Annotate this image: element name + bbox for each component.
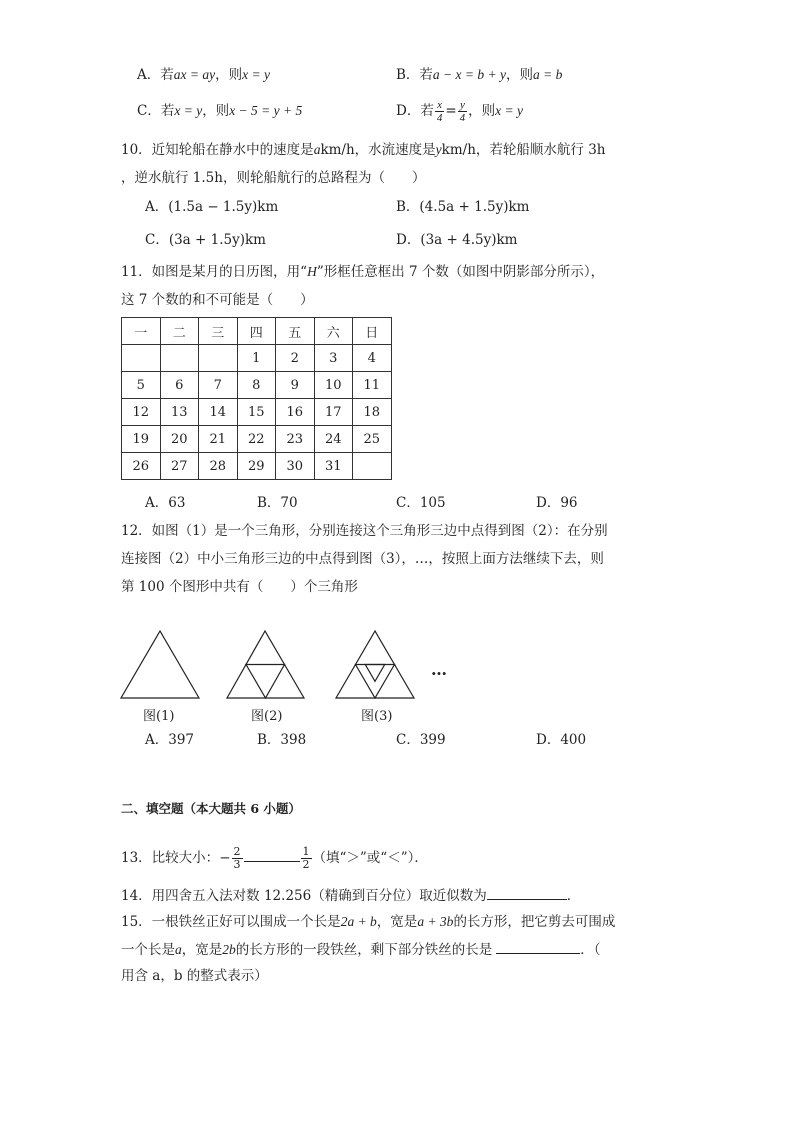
q15-answer-blank[interactable] [496,939,580,954]
calendar-cell: 26 [122,453,161,480]
weekday-header: 一 [122,318,161,345]
calendar-cell: 25 [353,426,392,453]
q12-option-b: B．398 [257,732,307,748]
q14-end: ． [566,888,581,904]
calendar-cell: 12 [122,399,161,426]
q12-option-c: C．399 [396,732,446,748]
q15-expr-a: a [175,942,182,957]
weekday-header: 日 [353,318,392,345]
q15-expr-length: 2a + b [340,914,377,929]
q10-option-d: D．(3a + 4.5y)km [396,232,518,248]
q14-answer-blank[interactable] [487,885,567,900]
q15-text-e: ，宽是 [181,942,223,958]
section-title: 二、填空题（本大题共 6 小题） [121,801,301,816]
q9-a-mid: ，则 [215,67,243,83]
calendar-cell: 16 [276,399,315,426]
q11-h-shape: H [307,264,317,279]
calendar-cell: 21 [199,426,238,453]
q11-option-d: D．96 [536,495,578,511]
q15-text-f: 的长方形的一段铁丝，剩下部分铁丝的长是 [235,942,493,958]
q13-frac2: $\frac{1}{2}$ [302,845,310,871]
q12-line2: 连接图（2）中小三角形三边的中点得到图（3），…，按照上面方法继续下去，则 [121,551,604,567]
q9-b-label: B．若 [396,67,433,83]
q10-option-a: A．(1.5a − 1.5y)km [145,199,279,215]
figure3-caption: 图(3) [361,709,393,724]
q9-c-mid: ，则 [202,103,230,119]
q12-line3: 第 100 个图形中共有（ ）个三角形 [121,579,358,595]
calendar-cell: 7 [199,372,238,399]
figure3-inner-triangle [365,665,385,682]
q15-text-b: ，宽是 [376,914,418,930]
q9-b-concl: a = b [533,67,563,82]
q15-line1 [121,912,615,932]
q10-unit2: km/h [441,142,476,158]
q9-d-frac2: $\frac{y}{4}$ [459,99,466,124]
q15-text-d: 一个长是 [121,942,175,958]
q14-line [121,885,580,906]
calendar-cell: 17 [314,399,353,426]
q10-text-c: ，若轮船顺水航行 3h [475,142,606,158]
q12-option-a: A．397 [145,732,195,748]
calendar-cell: 15 [237,399,276,426]
calendar-cell: 20 [160,426,199,453]
calendar-cell: 4 [353,345,392,372]
q15-text-g: ．（ [580,942,601,958]
figure-ellipsis: … [431,660,447,679]
q11-text-a: 11．如图是某月的日历图，用“ [121,264,308,280]
q15-line2 [121,939,601,960]
q11-line2: 这 7 个数的和不可能是（ ） [121,292,314,308]
calendar-cell: 8 [237,372,276,399]
q9-c-concl: x − 5 = y + 5 [229,103,303,118]
weekday-header: 三 [199,318,238,345]
q10-var-y: y [435,142,442,157]
q13-frac1: $\frac{2}{3}$ [233,845,241,871]
figure1-caption: 图(1) [143,709,175,724]
calendar-cell: 18 [353,399,392,426]
q15-text-c: 的长方形，把它剪去可围成 [453,914,616,930]
calendar-cell: 31 [314,453,353,480]
q11-text-b: ”形框任意框出 7 个数（如图中阴影部分所示）， [316,264,605,280]
calendar-cell: 9 [276,372,315,399]
calendar-cell: 24 [314,426,353,453]
calendar-cell: 11 [353,372,392,399]
q13-neg-sign: − [219,850,231,866]
calendar-cell: 19 [122,426,161,453]
q10-var-a: a [313,142,321,157]
figure2-inner-triangle [246,665,285,699]
weekday-header: 二 [160,318,199,345]
q9-c-label: C．若 [137,103,175,119]
q10-text-a: 10．近知轮船在静水中的速度是 [121,142,314,158]
q13-prefix: 13．比较大小： [121,850,220,866]
q10-text-b: ，水流速度是 [354,142,436,158]
q15-text-a: 15．一根铁丝正好可以围成一个长是 [121,914,341,930]
calendar-cell: 28 [199,453,238,480]
q11-option-c: C．105 [396,495,446,511]
calendar-cell: 22 [237,426,276,453]
q9-c-expr: x = y [174,103,203,118]
calendar-cell: 14 [199,399,238,426]
q10-line2: ，逆水航行 1.5h，则轮船航行的总路程为（ ） [121,170,426,186]
q9-a-expr: ax = ay [173,67,216,82]
q13-line [121,844,428,872]
calendar-cell: 10 [314,372,353,399]
q9-b-expr: a − x = b + y [432,67,506,82]
weekday-header: 五 [276,318,315,345]
figure2-caption: 图(2) [251,709,283,724]
q9-d-eq: = [445,103,457,119]
figure1-triangle [121,631,199,698]
q10-option-c: C．(3a + 1.5y)km [145,232,266,248]
calendar-cell: 1 [237,345,276,372]
q9-d-mid: ，则 [468,103,496,119]
weekday-header: 六 [314,318,353,345]
q13-answer-blank[interactable] [244,847,300,862]
weekday-header: 四 [237,318,276,345]
calendar-cell: 30 [276,453,315,480]
q10-option-b: B．(4.5a + 1.5y)km [396,199,530,215]
q11-option-a: A．63 [145,495,186,511]
q9-a-label: A．若 [137,67,174,83]
calendar-cell: 5 [122,372,161,399]
calendar-cell: 27 [160,453,199,480]
q11-option-b: B．70 [257,495,298,511]
calendar-cell: 23 [276,426,315,453]
q9-a-concl: x = y [242,67,270,82]
calendar-cell: 13 [160,399,199,426]
q15-expr-width: a + 3b [417,914,454,929]
calendar-cell: 3 [314,345,353,372]
q9-d-label: D．若 [396,103,434,119]
q10-unit1: km/h [320,142,355,158]
q13-suffix: （填“＞”或“＜”）． [312,850,428,866]
calendar-cell: 29 [237,453,276,480]
q15-line3: 用含 a，b 的整式表示） [121,968,268,984]
q9-b-mid: ，则 [506,67,533,83]
q14-text: 14．用四舍五入法对数 12.256（精确到百分位）取近似数为 [121,888,487,904]
q9-d-frac1: $\frac{x}{4}$ [436,99,443,124]
q15-expr-2b: 2b [222,942,236,957]
q12-option-d: D．400 [536,732,587,748]
q12-line1: 12．如图（1）是一个三角形，分别连接这个三角形三边中点得到图（2）：在分别 [121,523,608,539]
q9-d-concl: x = y [495,103,523,118]
calendar-cell: 2 [276,345,315,372]
calendar-cell: 6 [160,372,199,399]
